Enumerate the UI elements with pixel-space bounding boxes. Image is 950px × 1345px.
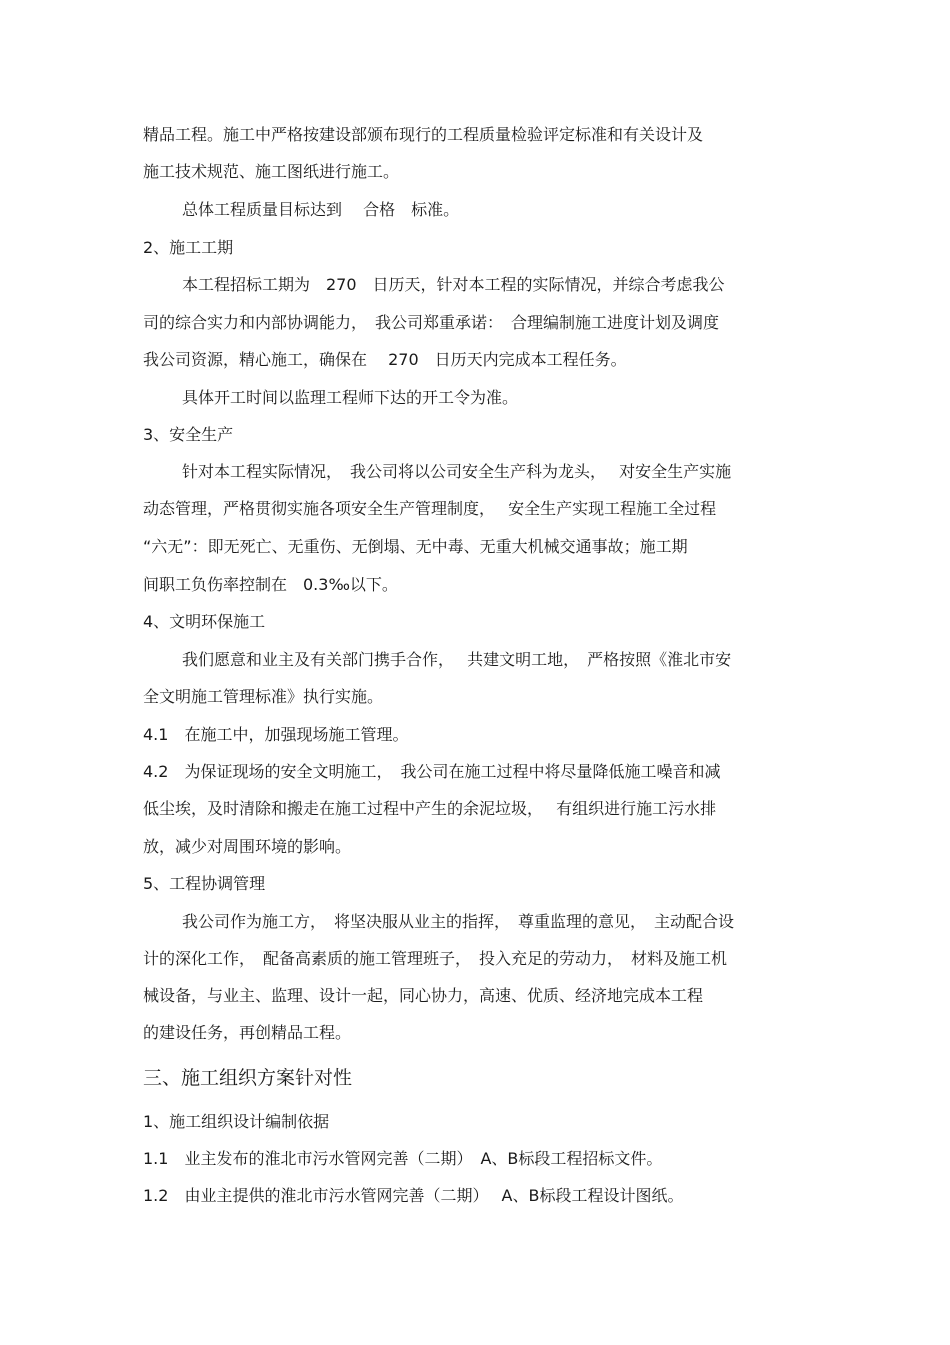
text-line: 本工程招标工期为 270 日历天，针对本工程的实际情况，并综合考虑我公 [182,275,725,294]
text-line: 4.2 为保证现场的安全文明施工， 我公司在施工过程中将尽量降低施工噪音和减 [143,762,721,781]
text-line: 间职工负伤率控制在 0.3‰以下。 [143,575,398,594]
text-line: 精品工程。施工中严格按建设部颁布现行的工程质量检验评定标准和有关设计及 [143,125,704,144]
section-heading: 4、文明环保施工 [143,612,266,631]
text-line: 1.1 业主发布的淮北市污水管网完善（二期） A、B标段工程招标文件。 [143,1149,663,1168]
text-line: 械设备，与业主、监理、设计一起，同心协力，高速、优质、经济地完成本工程 [143,986,704,1005]
text-line: 针对本工程实际情况， 我公司将以公司安全生产科为龙头， 对安全生产实施 [182,462,732,481]
text-line: 具体开工时间以监理工程师下达的开工令为准。 [182,388,519,407]
chapter-heading: 三、施工组织方案针对性 [143,1067,353,1089]
section-heading: 3、安全生产 [143,425,234,444]
section-heading: 5、工程协调管理 [143,874,266,893]
text-line: 动态管理，严格贯彻实施各项安全生产管理制度， 安全生产实现工程施工全过程 [143,499,717,518]
text-line: 计的深化工作， 配备高素质的施工管理班子， 投入充足的劳动力， 材料及施工机 [143,949,728,968]
text-line: 放，减少对周围环境的影响。 [143,837,352,856]
text-line: 总体工程质量目标达到 合格 标准。 [182,200,460,219]
text-line: 我们愿意和业主及有关部门携手合作， 共建文明工地， 严格按照《淮北市安 [182,650,732,669]
text-line: 的建设任务，再创精品工程。 [143,1023,352,1042]
text-line: 1.2 由业主提供的淮北市污水管网完善（二期） A、B标段工程设计图纸。 [143,1186,684,1205]
text-line: “六无”：即无死亡、无重伤、无倒塌、无中毒、无重大机械交通事故；施工期 [143,537,688,556]
text-line: 低尘埃，及时清除和搬走在施工过程中产生的余泥垃圾， 有组织进行施工污水排 [143,799,717,818]
text-line: 4.1 在施工中，加强现场施工管理。 [143,725,409,744]
text-line: 司的综合实力和内部协调能力， 我公司郑重承诺： 合理编制施工进度计划及调度 [143,313,720,332]
text-line: 我公司作为施工方， 将坚决服从业主的指挥， 尊重监理的意见， 主动配合设 [182,912,735,931]
text-line: 我公司资源，精心施工，确保在 270 日历天内完成本工程任务。 [143,350,627,369]
section-heading: 2、施工工期 [143,238,234,257]
text-line: 全文明施工管理标准》执行实施。 [143,687,384,706]
text-line: 施工技术规范、施工图纸进行施工。 [143,162,400,181]
section-heading: 1、施工组织设计编制依据 [143,1112,330,1131]
